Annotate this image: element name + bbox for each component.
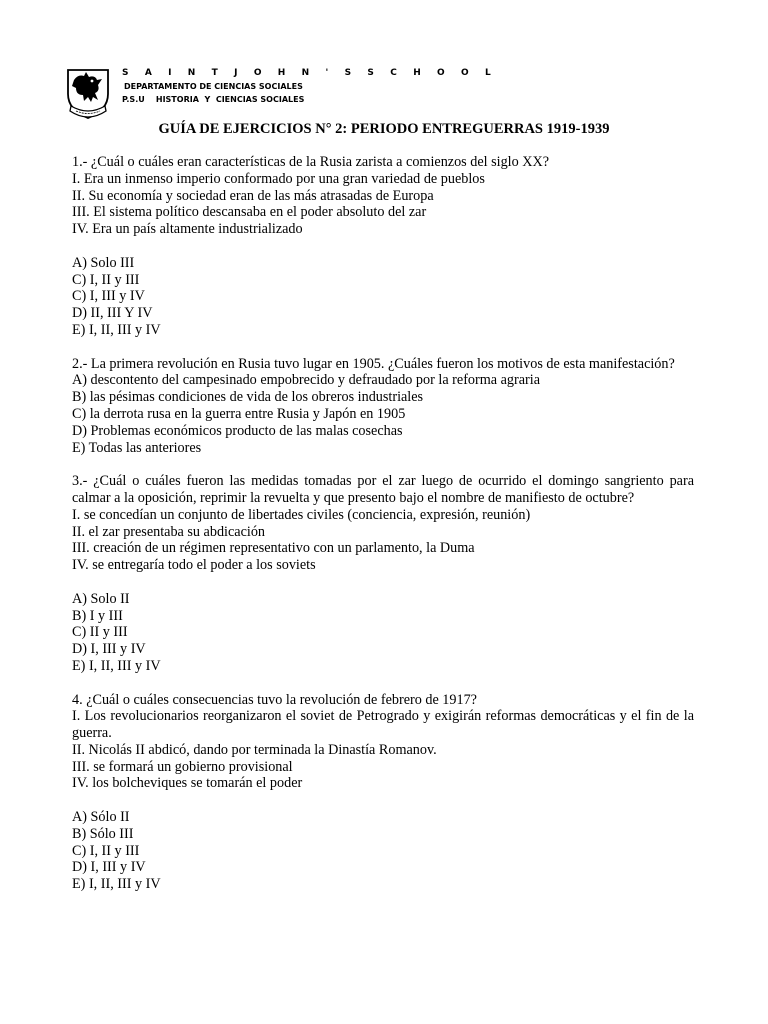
q2-option: A) descontento del campesinado empobrecido y defraudado por la reforma agraria bbox=[72, 372, 540, 389]
school-crest-logo bbox=[64, 66, 112, 122]
q3-statement: II. el zar presentaba su abdicación bbox=[72, 523, 266, 540]
q2-option: B) las pésimas condiciones de vida de los obreros industriales bbox=[72, 389, 424, 406]
q4-statement: III. se formará un gobierno provisional bbox=[72, 758, 293, 775]
q1-statement: II. Su economía y sociedad eran de las más atrasadas de Europa bbox=[72, 187, 434, 204]
q3-option: A) Solo II bbox=[72, 590, 130, 607]
q1-statement: I. Era un inmenso imperio conformado por una gran variedad de pueblos bbox=[72, 170, 485, 187]
department-name: DEPARTAMENTO DE CIENCIAS SOCIALES bbox=[124, 82, 303, 91]
spacer bbox=[72, 456, 694, 473]
school-header bbox=[64, 62, 498, 122]
page-title: GUÍA DE EJERCICIOS N° 2: PERIODO ENTREGUERRAS 1919-1939 bbox=[158, 121, 610, 137]
q2-option: D) Problemas económicos producto de las malas cosechas bbox=[72, 422, 403, 439]
q4-statement: IV. los bolcheviques se tomarán el poder bbox=[72, 775, 303, 792]
q4-statement: II. Nicolás II abdicó, dando por terminada la Dinastía Romanov. bbox=[72, 741, 437, 758]
q3-option: D) I, III y IV bbox=[72, 641, 146, 658]
school-name: S A I N T J O H N ' S S C H O O L bbox=[122, 68, 498, 78]
spacer bbox=[72, 574, 694, 591]
q4-statement: I. Los revolucionarios reorganizaron el soviet de Petrogrado y exigirán reformas democráticas y el fin de la guerra. bbox=[72, 708, 694, 742]
spacer bbox=[72, 238, 694, 255]
q3-statement: III. creación de un régimen representativo con un parlamento, la Duma bbox=[72, 540, 475, 557]
q4-option: C) I, II y III bbox=[72, 842, 140, 859]
q1-option: C) I, II y III bbox=[72, 271, 140, 288]
question-1-text: 1.- ¿Cuál o cuáles eran características de la Rusia zarista a comienzos del siglo XX? bbox=[72, 154, 550, 170]
q4-option: D) I, III y IV bbox=[72, 859, 146, 876]
subject-line: P.S.U HISTORIA Y CIENCIAS SOCIALES bbox=[122, 95, 305, 104]
q1-statement: III. El sistema político descansaba en el poder absoluto del zar bbox=[72, 204, 427, 221]
spacer bbox=[72, 675, 694, 692]
q1-option: A) Solo III bbox=[72, 254, 135, 271]
q4-option: B) Sólo III bbox=[72, 825, 134, 842]
q3-statement: IV. se entregaría todo el poder a los soviets bbox=[72, 557, 316, 574]
q1-option: E) I, II, III y IV bbox=[72, 321, 161, 338]
q2-option: C) la derrota rusa en la guerra entre Rusia y Japón en 1905 bbox=[72, 405, 406, 422]
q1-statement: IV. Era un país altamente industrializado bbox=[72, 221, 303, 238]
q3-option: C) II y III bbox=[72, 624, 128, 641]
spacer bbox=[72, 339, 694, 356]
q3-option: B) I y III bbox=[72, 607, 123, 624]
q2-option: E) Todas las anteriores bbox=[72, 439, 202, 456]
q4-option: E) I, II, III y IV bbox=[72, 876, 161, 893]
exercise-content bbox=[72, 154, 694, 893]
spacer bbox=[72, 792, 694, 809]
q3-option: E) I, II, III y IV bbox=[72, 657, 161, 674]
q3-statement: I. se concedían un conjunto de libertades civiles (conciencia, expresión, reunión) bbox=[72, 506, 531, 523]
question-2-text: 2.- La primera revolución en Rusia tuvo lugar en 1905. ¿Cuáles fueron los motivos de esta manifestación? bbox=[72, 355, 675, 372]
question-3-text: 3.- ¿Cuál o cuáles fueron las medidas tomadas por el zar luego de ocurrido el domingo sangriento para calmar a la oposición, reprimir la revuelta y que presento bajo el nombre de manifiesto de octubre? bbox=[72, 473, 694, 506]
q1-option: D) II, III Y IV bbox=[72, 305, 153, 322]
question-4-text: 4. ¿Cuál o cuáles consecuencias tuvo la revolución de febrero de 1917? bbox=[72, 691, 477, 708]
q4-option: A) Sólo II bbox=[72, 809, 130, 826]
q1-option: C) I, III y IV bbox=[72, 288, 145, 305]
